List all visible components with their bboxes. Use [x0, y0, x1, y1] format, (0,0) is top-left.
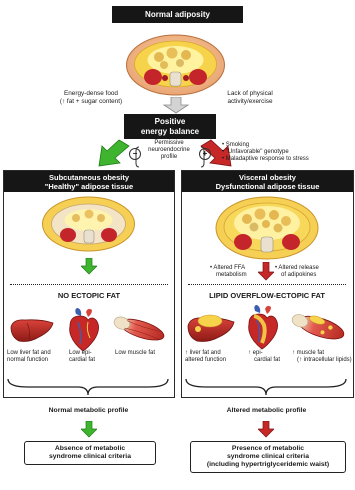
left-muscle-caption: Low muscle fat: [115, 350, 156, 356]
absence-metabolic-syndrome-box: Absence of metabolic syndrome clinical criteria: [24, 441, 156, 465]
right-liver-caption: ↑ liver fat and altered function: [185, 350, 227, 364]
red-down-arrow-icon: [258, 262, 274, 281]
fatty-liver-icon: [186, 314, 236, 348]
red-outcome-arrow-icon: [258, 421, 274, 438]
normal-metabolic-profile-label: Normal metabolic profile: [48, 407, 129, 414]
no-ectopic-fat-label: NO ECTOPIC FAT: [57, 291, 121, 300]
physical-inactivity-factor: Lack of physical activity/exercise: [227, 90, 273, 105]
normal-adiposity-title: Normal adiposity: [112, 6, 243, 23]
right-section-divider: [188, 284, 346, 285]
plus-sign-icon: +: [199, 148, 211, 160]
minus-sign-icon: −: [129, 148, 141, 160]
right-muscle-caption: ↑ muscle fat (↑ intracellular lipids): [292, 350, 352, 364]
energy-dense-food-factor: Energy-dense food (↑ fat + sugar content): [59, 90, 123, 105]
risk-factors-list: [222, 142, 354, 164]
liver-icon: [9, 317, 55, 347]
green-outcome-arrow-icon: [81, 421, 97, 438]
visceral-obesity-header: Visceral obesity Dysfunctional adipose tissue: [182, 171, 353, 192]
right-heart-caption: ↑ epi- cardial fat: [248, 350, 281, 364]
risk-item: • Smoking: [222, 142, 250, 148]
altered-adipokines-label: • Altered release of adipokines: [275, 265, 319, 279]
heart-epicardial-fat-icon: [244, 305, 282, 351]
muscle-icon: [111, 315, 169, 343]
left-liver-caption: Low liver fat and normal function: [7, 350, 51, 364]
altered-ffa-label: • Altered FFA metabolism: [210, 265, 247, 279]
presence-metabolic-syndrome-box: Presence of metabolic syndrome clinical criteria (including hypertriglyceridemic waist): [190, 441, 346, 473]
abdomen-cross-section-subcutaneous: [41, 195, 136, 253]
bottom-braces: [0, 377, 355, 401]
risk-item: • Maladaptive response to stress: [222, 156, 309, 163]
abdomen-cross-section-normal: [125, 33, 226, 97]
permissive-neuroendocrine-profile: Permissive neuroendocrine profile: [148, 140, 190, 161]
risk-item: • "Unfavorable" genotype: [222, 149, 289, 156]
left-section-divider: [10, 284, 168, 285]
fatty-muscle-icon: [288, 311, 350, 343]
abdomen-cross-section-visceral: [214, 195, 320, 261]
green-down-arrow-icon: [81, 258, 97, 275]
altered-metabolic-profile-label: Altered metabolic profile: [226, 407, 307, 414]
down-arrow-icon: [163, 97, 189, 114]
left-heart-caption: Low epi- cardial fat: [69, 350, 96, 364]
subcutaneous-obesity-header: Subcutaneous obesity "Healthy" adipose tissue: [4, 171, 174, 192]
positive-energy-balance-box: Positive energy balance: [124, 114, 216, 139]
heart-icon: [66, 308, 102, 352]
lipid-overflow-label: LIPID OVERFLOW-ECTOPIC FAT: [209, 291, 325, 300]
